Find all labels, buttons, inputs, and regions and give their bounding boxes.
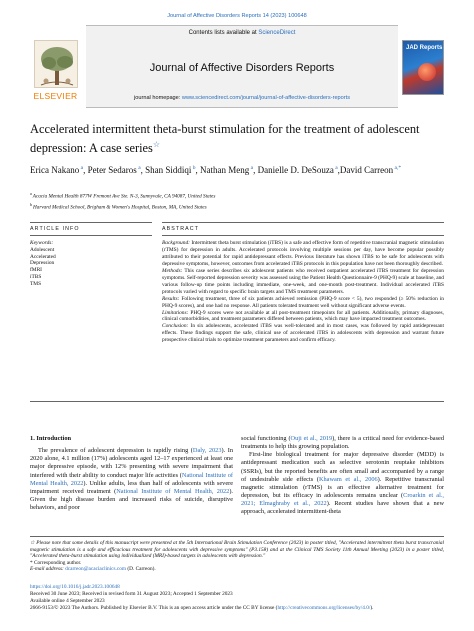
keywords-list <box>30 247 150 288</box>
elsevier-logo[interactable] <box>30 25 81 108</box>
email-line <box>30 566 444 573</box>
body-text: ). Repetitive transcranial magnetic stimulation (rTMS) is an effective alternative treatment for depression, but its efficacy in adolescents remains unclear ( <box>241 475 444 500</box>
article-title-text: Accelerated intermittent theta-burst stimulation for the treatment of adolescent depression: A case series <box>30 122 420 156</box>
author-separator: , <box>195 165 201 175</box>
affiliation <box>30 190 444 201</box>
author-separator: , <box>83 165 88 175</box>
author-name[interactable]: Danielle D. DeSouza <box>257 165 334 175</box>
running-head[interactable]: Journal of Affective Disorders Reports 14 (2023) 100648 <box>167 13 307 19</box>
author-name[interactable]: Nathan Meng <box>200 165 250 175</box>
homepage-link[interactable]: www.sciencedirect.com/journal/journal-of-affective-disorders-reports <box>181 95 350 101</box>
homepage-line <box>86 95 398 101</box>
author-name[interactable]: Shan Siddiqi <box>145 165 192 175</box>
doi-link[interactable]: https://doi.org/10.1016/j.jadr.2023.100648 <box>30 584 120 590</box>
publisher-name: ELSEVIER <box>33 91 78 101</box>
email-owner: (D. Carreon). <box>127 566 156 573</box>
body-paragraph <box>30 447 233 512</box>
author-affil-mark[interactable]: a,* <box>393 165 402 171</box>
keyword[interactable]: iTBS <box>30 273 42 280</box>
journal-info-box <box>86 25 398 108</box>
journal-title: Journal of Affective Disorders Reports <box>149 62 335 74</box>
received-dates: Received 30 June 2023; Received in revised form 31 August 2023; Accepted 1 September 2023 <box>30 590 233 597</box>
author-name[interactable]: Erica Nakano <box>30 165 80 175</box>
body-text: First-line biological treatment for major depressive disorder (MDD) is antidepressant medication such as selective serotonin reuptake inhibitors (SSRIs), but the reported benefits are often small and accompanied by a range of undesirable side effects ( <box>241 451 444 483</box>
citation-link[interactable]: National Institute of Mental Health, 2022 <box>30 471 233 487</box>
homepage-prefix: journal homepage: <box>134 95 182 101</box>
divider-top <box>30 222 152 223</box>
abstract-text: Intermittent theta burst stimulation (iTBS) is a safe and effective form of repetitive transcranial magnetic stimulation (rTMS) for depression in adults. Accelerated protocols involving multiple sessions per day, have become popular possibly attributed to their potential for rapid antidepressant effects. Previous literature has shown iTBS to be safe for adolescents with depressive symptoms, however, outcomes from accelerated iTBS protocols in this population have not been thoroughly described. <box>162 240 444 267</box>
tree-emblem-icon <box>34 40 78 88</box>
cover-title: JAD Reports <box>406 45 443 51</box>
abstract-paragraph <box>162 240 444 268</box>
corresponding-author-note: * Corresponding author. <box>30 559 82 566</box>
abstract-paragraph <box>162 296 444 310</box>
contents-prefix: Contents lists available at <box>188 30 259 36</box>
divider-bottom <box>30 401 444 402</box>
divider-header <box>30 235 152 236</box>
contents-line <box>86 30 398 36</box>
affiliation-text: Harvard Medical School, Brigham & Women's Hospital, Boston, MA, United States <box>33 204 207 211</box>
abstract-label: Conclusion: <box>162 323 189 330</box>
body-text: ). Given the high disease burden and increased risks of suicide, disruptive behaviors, and poor <box>30 487 233 512</box>
citation-link[interactable]: Daly, 2023 <box>192 447 222 455</box>
keywords-block <box>30 240 150 288</box>
abstract-label: Results: <box>162 295 180 302</box>
article-info-heading: ARTICLE INFO <box>30 226 80 232</box>
author-separator: , <box>140 165 146 175</box>
abstract-text: PHQ-9 scores were not available at all post-treatment timepoints for all patients. Additionally, primary diagnoses, clinical comorbidities, and treatment parameters differed between patients, which may have impacted treatment outcomes. <box>162 309 444 323</box>
author-affil-mark[interactable]: a <box>333 165 338 171</box>
journal-masthead <box>30 25 444 108</box>
license-line <box>30 605 444 612</box>
author-name[interactable]: Peter Sedaros <box>87 165 137 175</box>
affiliation-mark: b <box>30 201 33 207</box>
abstract-text: Following treatment, three of six patients achieved remission (PHQ-9 score < 5), two responded (≥ 50% reduction in PHQ-9 scores), and one had no response. All patients tolerated treatment well without significant adverse events. <box>162 295 444 309</box>
affiliation <box>30 201 444 212</box>
publication-info <box>30 584 444 612</box>
cover-brain-graphic <box>418 63 436 81</box>
body-column-right <box>241 435 444 517</box>
license-text: 2666-9153/© 2023 The Authors. Published by Elsevier B.V. This is an open access article under the CC BY license ( <box>30 604 278 611</box>
abstract-paragraph <box>162 310 444 324</box>
divider-top-abstract <box>162 222 444 223</box>
abstract-label: Limitations: <box>162 309 189 316</box>
section-heading: 1. Introduction <box>30 435 72 442</box>
body-column-left <box>30 435 233 512</box>
keyword[interactable]: Depression <box>30 260 55 267</box>
author-list <box>30 162 444 176</box>
footnotes <box>30 540 444 573</box>
citation-link[interactable]: Khawam et al., 2006 <box>318 475 378 483</box>
left-paragraphs <box>30 447 233 512</box>
author-affil-mark[interactable]: a <box>249 165 254 171</box>
abstract-body <box>162 240 444 344</box>
author-separator: , <box>253 165 258 175</box>
license-link[interactable]: http://creativecommons.org/licenses/by/4.0/ <box>277 604 371 611</box>
author-name[interactable]: David Carreon <box>339 165 394 175</box>
abstract-label: Methods: <box>162 267 183 274</box>
body-text: ). Recent studies have shown that a new approach, accelerated intermittent-theta <box>241 500 444 516</box>
article-title <box>30 122 444 156</box>
body-text: ). Unlike adults, less than half of adolescents with severe impairment received treatment ( <box>30 479 234 495</box>
abstract-heading: ABSTRACT <box>162 226 200 232</box>
body-text: ), there is a critical need for evidence-based treatments to help this growing population. <box>241 435 444 451</box>
keyword[interactable]: TMS <box>30 280 42 287</box>
author-affil-mark[interactable]: b <box>191 165 196 171</box>
body-text: ). In 2020 alone, 4.1 million (17%) adolescents aged 12–17 experienced at least one major depressive episode, with 12% presenting with severe impairment that interfered with their ability to conduct major life activities ( <box>30 447 233 479</box>
right-paragraphs <box>241 435 444 517</box>
author-separator: , <box>337 165 340 175</box>
license-end: ). <box>370 604 374 611</box>
affiliation-mark: a <box>30 191 33 196</box>
available-online: Available online 4 September 2023 <box>30 597 105 604</box>
abstract-paragraph <box>162 268 444 296</box>
body-text: The prevalence of adolescent depression is rapidly rising ( <box>38 447 193 455</box>
abstract-text: In six adolescents, accelerated iTBS was well-tolerated and in most cases, was followed by rapid antidepressant effects. These findings support the safe, clinical use of accelerated iTBS in adolescents with depression and warrant future prospective clinical trials to optimize treatment parameters and confirm efficacy. <box>162 323 444 344</box>
abstract-text: This case series describes six adolescent patients who received outpatient accelerated iTBS treatment for depression symptoms. Self-reported depression severity was assessed using the Patient Health Questionnaire-9 (PHQ-9) scale at baseline, and various follow-up time points including immediate, one-week, and one-month post-treatment. Individual accelerated iTBS protocols varied with regard to specific brain targets and TMS treatment parameters. <box>162 267 444 295</box>
keywords-label: Keywords: <box>30 240 54 246</box>
author-affil-mark[interactable]: a <box>136 165 141 171</box>
affiliation-text: Acacia Mental Health 877W Fremont Ave Ste. N-3, Sunnyvale, CA 94087, United States <box>32 193 216 200</box>
abstract-label: Background: <box>162 240 190 246</box>
citation-link[interactable]: Ouji et al., 2019 <box>290 435 333 442</box>
keyword[interactable]: Adolescent <box>30 246 55 253</box>
author-affil-mark[interactable]: a <box>79 165 84 171</box>
body-text: social functioning ( <box>241 435 291 442</box>
star-footnote: ☆ Please note that some details of this manuscript were presented at the 5th International Brain Stimulation Conference (2023) in poster titled, "Accelerated intermittent theta burst transcranial magnetic stimulation is a safe and efficacious treatment for adolescents with depressive symptoms" (P3.158) and at the Clinical TMS Society 11th Annual Meeting (2023) in a poster titled, "Accelerated theta-burst stimulation using individualized (MRI)-based targets in adolescents with depression." <box>30 540 444 560</box>
sciencedirect-link[interactable]: ScienceDirect <box>258 30 296 36</box>
footnote-divider <box>30 536 444 537</box>
body-paragraph <box>241 435 444 451</box>
email-label: E-mail address: <box>30 566 64 573</box>
citation-link[interactable]: Croarkin et al., 2021; Elmaghraby et al., 2022 <box>241 492 444 508</box>
keyword[interactable]: Accelerated <box>30 253 56 260</box>
title-footnote-mark[interactable]: ☆ <box>152 140 161 149</box>
journal-cover-image[interactable] <box>402 40 444 95</box>
citation-link[interactable]: National Institute of Mental Health, 2022 <box>116 487 230 495</box>
email-link[interactable]: dcarreon@acaciaclinics.com <box>65 566 127 573</box>
divider-header-abstract <box>162 235 444 236</box>
affiliations <box>30 190 444 212</box>
body-paragraph <box>241 451 444 516</box>
keyword[interactable]: fMRI <box>30 267 42 274</box>
abstract-paragraph <box>162 323 444 344</box>
